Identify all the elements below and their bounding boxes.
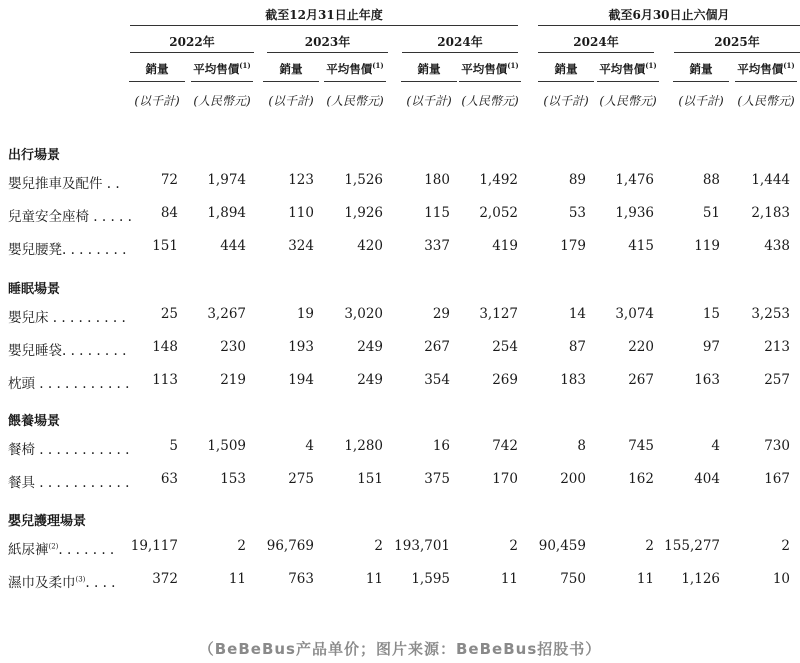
unit-volume: (以千計) xyxy=(678,94,724,108)
table-cell: 742 xyxy=(492,438,518,454)
column-header-rule xyxy=(191,81,253,82)
table-cell: 750 xyxy=(560,571,586,587)
table-cell: 2 xyxy=(237,538,246,554)
table-cell: 2 xyxy=(509,538,518,554)
table-cell: 183 xyxy=(560,372,586,388)
table-cell: 1,595 xyxy=(411,571,450,587)
table-cell: 170 xyxy=(492,471,518,487)
column-header-volume: 銷量 xyxy=(417,62,441,76)
table-cell: 1,280 xyxy=(344,438,383,454)
unit-price: (人民幣元) xyxy=(599,94,657,108)
table-cell: 375 xyxy=(424,471,450,487)
table-cell: 4 xyxy=(305,438,314,454)
table-cell: 3,074 xyxy=(615,306,654,322)
column-header-volume: 銷量 xyxy=(554,62,578,76)
row-label: 兒童安全座椅 . . . . . xyxy=(8,209,132,225)
unit-volume: (以千計) xyxy=(406,94,452,108)
table-cell: 1,926 xyxy=(344,205,383,221)
year-header: 2024年 xyxy=(573,35,619,49)
table-cell: 275 xyxy=(288,471,314,487)
column-header-rule xyxy=(735,81,797,82)
row-label: 濕巾及柔巾$^{(3)}$. . . . xyxy=(8,575,116,591)
column-header-rule xyxy=(459,81,521,82)
table-cell: 730 xyxy=(764,438,790,454)
row-label: 餐具 . . . . . . . . . . . xyxy=(8,475,130,491)
table-cell: 2 xyxy=(645,538,654,554)
table-cell: 11 xyxy=(365,571,383,587)
table-cell: 194 xyxy=(288,372,314,388)
table-cell: 88 xyxy=(702,172,720,188)
column-header-rule xyxy=(538,81,594,82)
table-cell: 4 xyxy=(711,438,720,454)
table-cell: 163 xyxy=(694,372,720,388)
column-header-volume: 銷量 xyxy=(279,62,303,76)
table-cell: 763 xyxy=(288,571,314,587)
table-cell: 11 xyxy=(228,571,246,587)
table-cell: 404 xyxy=(694,471,720,487)
table-cell: 2,052 xyxy=(479,205,518,221)
table-cell: 249 xyxy=(357,372,383,388)
table-cell: 354 xyxy=(424,372,450,388)
table-cell: 8 xyxy=(577,438,586,454)
table-cell: 180 xyxy=(424,172,450,188)
table-cell: 420 xyxy=(357,238,383,254)
table-cell: 1,894 xyxy=(207,205,246,221)
column-header-rule xyxy=(324,81,386,82)
column-header-rule xyxy=(401,81,457,82)
table-cell: 51 xyxy=(702,205,720,221)
table-cell: 415 xyxy=(628,238,654,254)
table-cell: 193 xyxy=(288,339,314,355)
column-header-volume: 銷量 xyxy=(689,62,713,76)
table-cell: 324 xyxy=(288,238,314,254)
table-cell: 16 xyxy=(432,438,450,454)
table-cell: 230 xyxy=(220,339,246,355)
table-cell: 254 xyxy=(492,339,518,355)
table-cell: 179 xyxy=(560,238,586,254)
table-cell: 113 xyxy=(152,372,178,388)
table-cell: 3,127 xyxy=(479,306,518,322)
table-cell: 11 xyxy=(636,571,654,587)
table-cell: 193,701 xyxy=(394,538,450,554)
table-cell: 419 xyxy=(492,238,518,254)
column-header-volume: 銷量 xyxy=(145,62,169,76)
table-cell: 3,267 xyxy=(207,306,246,322)
table-cell: 84 xyxy=(160,205,178,221)
table-cell: 2 xyxy=(374,538,383,554)
table-cell: 14 xyxy=(568,306,586,322)
table-cell: 1,126 xyxy=(681,571,720,587)
column-header-avg-price: 平均售價$^{(1)}$ xyxy=(737,61,795,76)
table-cell: 15 xyxy=(702,306,720,322)
row-label: 餐椅 . . . . . . . . . . . xyxy=(8,442,130,458)
period-header-annual: 截至12月31日止年度 xyxy=(265,8,383,22)
column-header-avg-price: 平均售價$^{(1)}$ xyxy=(461,61,519,76)
year-header: 2022年 xyxy=(169,35,215,49)
table-cell: 123 xyxy=(288,172,314,188)
column-header-rule xyxy=(597,81,659,82)
year-rule xyxy=(538,52,654,53)
row-label: 嬰兒腰凳. . . . . . . . xyxy=(8,242,127,258)
column-header-avg-price: 平均售價$^{(1)}$ xyxy=(193,61,251,76)
unit-price: (人民幣元) xyxy=(193,94,251,108)
year-rule xyxy=(402,52,518,53)
table-cell: 19 xyxy=(296,306,314,322)
table-cell: 269 xyxy=(492,372,518,388)
table-cell: 97 xyxy=(702,339,720,355)
table-cell: 438 xyxy=(764,238,790,254)
year-rule xyxy=(130,52,254,53)
table-cell: 87 xyxy=(568,339,586,355)
row-label: 嬰兒床 . . . . . . . . . xyxy=(8,310,126,326)
period-rule-annual xyxy=(130,25,518,26)
table-cell: 2,183 xyxy=(751,205,790,221)
table-cell: 1,509 xyxy=(207,438,246,454)
table-cell: 249 xyxy=(357,339,383,355)
table-cell: 115 xyxy=(424,205,450,221)
table-cell: 151 xyxy=(357,471,383,487)
period-rule-half xyxy=(538,25,800,26)
table-cell: 1,974 xyxy=(207,172,246,188)
table-cell: 153 xyxy=(220,471,246,487)
section-title: 出行場景 xyxy=(8,148,61,163)
table-cell: 72 xyxy=(160,172,178,188)
table-cell: 89 xyxy=(568,172,586,188)
table-cell: 267 xyxy=(424,339,450,355)
table-cell: 337 xyxy=(424,238,450,254)
unit-volume: (以千計) xyxy=(268,94,314,108)
source-caption: （BeBeBus产品单价；图片来源：BeBeBus招股书） xyxy=(198,640,602,658)
table-cell: 53 xyxy=(568,205,586,221)
table-cell: 119 xyxy=(694,238,720,254)
table-cell: 213 xyxy=(764,339,790,355)
row-label: 嬰兒睡袋. . . . . . . . xyxy=(8,343,127,359)
table-cell: 151 xyxy=(152,238,178,254)
period-header-half: 截至6月30日止六個月 xyxy=(608,8,730,22)
column-header-avg-price: 平均售價$^{(1)}$ xyxy=(326,61,384,76)
year-header: 2024年 xyxy=(437,35,483,49)
section-title: 睡眠場景 xyxy=(8,282,61,297)
table-cell: 444 xyxy=(220,238,246,254)
table-cell: 63 xyxy=(160,471,178,487)
table-cell: 25 xyxy=(160,306,178,322)
table-cell: 11 xyxy=(500,571,518,587)
year-rule xyxy=(674,52,800,53)
column-header-rule xyxy=(263,81,319,82)
table-cell: 372 xyxy=(152,571,178,587)
table-cell: 5 xyxy=(169,438,178,454)
table-cell: 162 xyxy=(628,471,654,487)
table-cell: 3,253 xyxy=(751,306,790,322)
table-cell: 267 xyxy=(628,372,654,388)
table-cell: 110 xyxy=(288,205,314,221)
table-cell: 167 xyxy=(764,471,790,487)
table-cell: 1,936 xyxy=(615,205,654,221)
column-header-avg-price: 平均售價$^{(1)}$ xyxy=(599,61,657,76)
unit-price: (人民幣元) xyxy=(326,94,384,108)
table-cell: 148 xyxy=(152,339,178,355)
table-cell: 10 xyxy=(772,571,790,587)
table-cell: 96,769 xyxy=(266,538,314,554)
row-label: 嬰兒推車及配件 . . xyxy=(8,176,120,192)
section-title: 嬰兒護理場景 xyxy=(8,514,87,529)
table-cell: 1,526 xyxy=(344,172,383,188)
unit-price: (人民幣元) xyxy=(461,94,519,108)
column-header-rule xyxy=(129,81,185,82)
table-cell: 1,444 xyxy=(751,172,790,188)
table-cell: 29 xyxy=(432,306,450,322)
section-title: 餵養場景 xyxy=(8,414,61,429)
table-cell: 3,020 xyxy=(344,306,383,322)
row-label: 紙尿褲$^{(2)}$. . . . . . . xyxy=(8,542,115,558)
table-cell: 2 xyxy=(781,538,790,554)
row-label: 枕頭 . . . . . . . . . . . xyxy=(8,376,130,392)
table-cell: 257 xyxy=(764,372,790,388)
column-header-rule xyxy=(673,81,729,82)
unit-price: (人民幣元) xyxy=(737,94,795,108)
unit-volume: (以千計) xyxy=(543,94,589,108)
table-cell: 745 xyxy=(628,438,654,454)
year-header: 2025年 xyxy=(714,35,760,49)
table-cell: 220 xyxy=(628,339,654,355)
table-cell: 19,117 xyxy=(130,538,178,554)
year-rule xyxy=(267,52,388,53)
table-cell: 155,277 xyxy=(664,538,720,554)
table-cell: 1,492 xyxy=(479,172,518,188)
table-cell: 90,459 xyxy=(538,538,586,554)
table-cell: 200 xyxy=(560,471,586,487)
table-cell: 219 xyxy=(220,372,246,388)
unit-volume: (以千計) xyxy=(134,94,180,108)
year-header: 2023年 xyxy=(304,35,351,49)
table-cell: 1,476 xyxy=(615,172,654,188)
